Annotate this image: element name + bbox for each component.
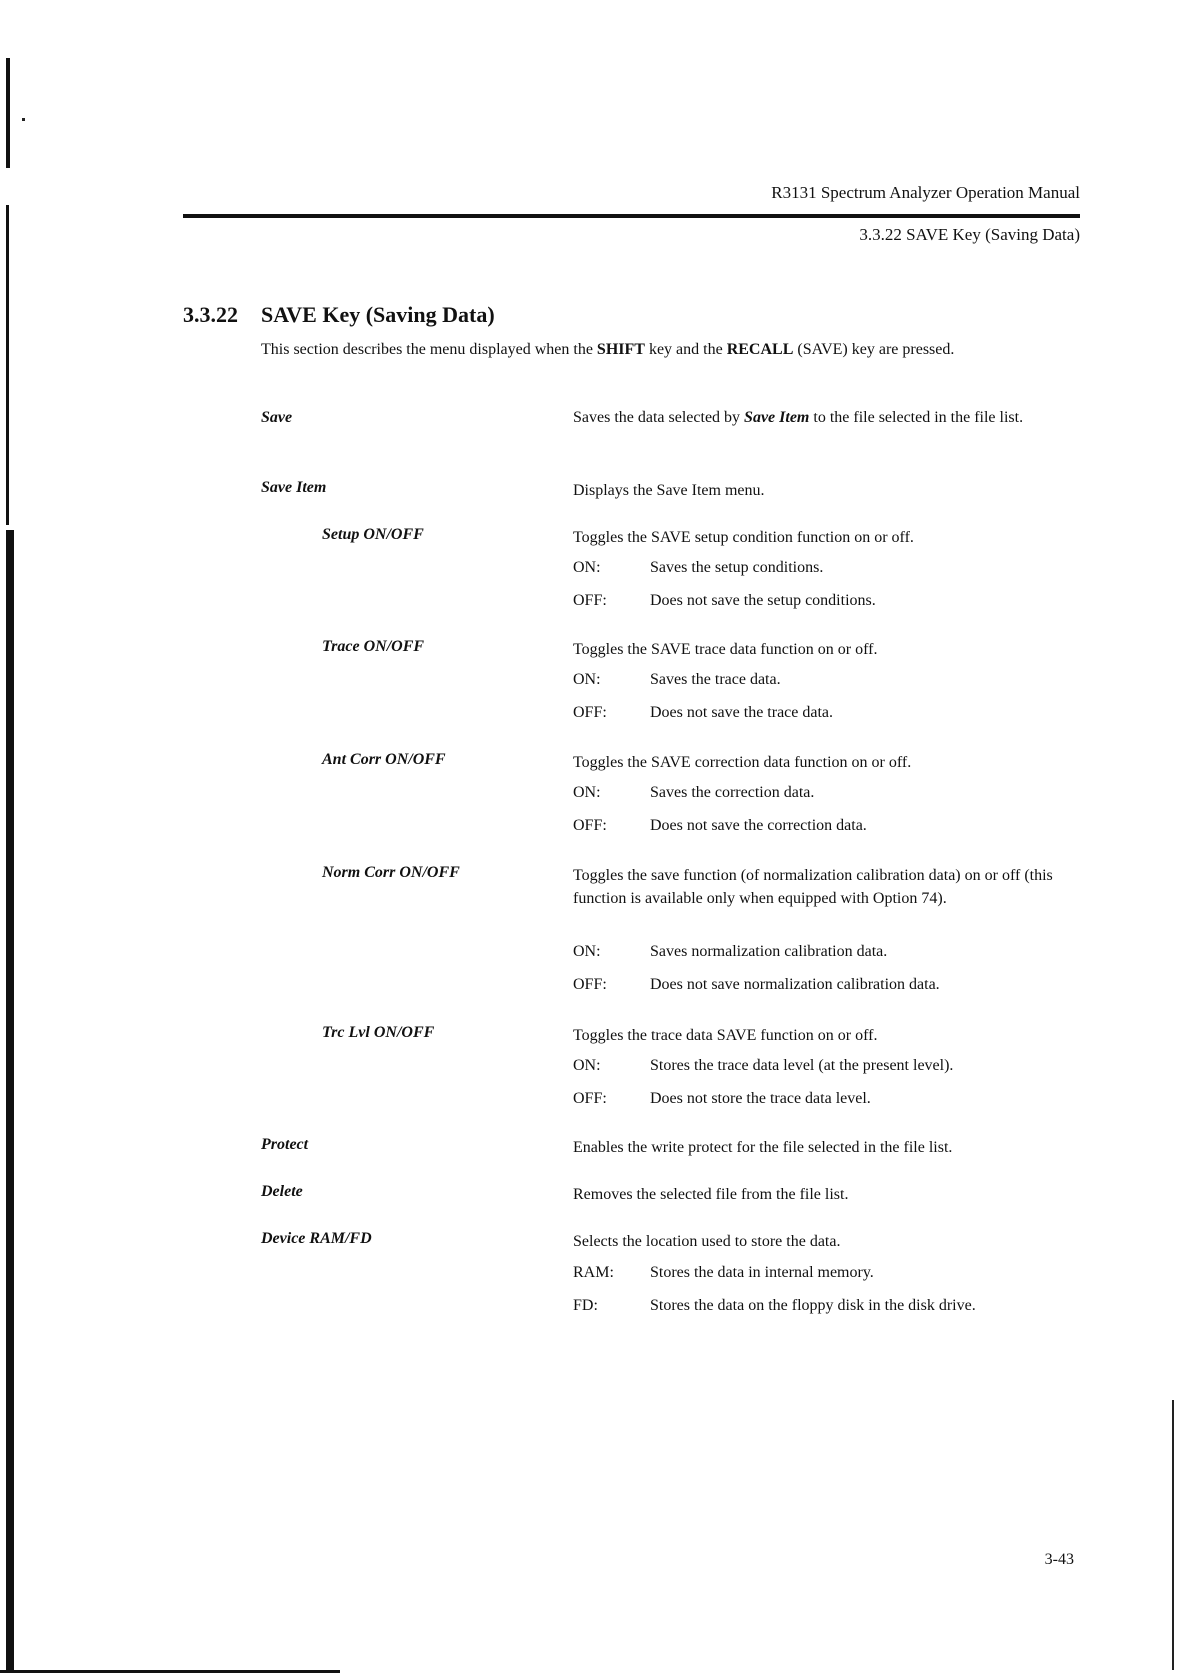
intro-text: This section describes the menu displayed when the [261, 341, 597, 358]
shift-key-name: SHIFT [596, 341, 645, 358]
scan-speck [22, 118, 25, 121]
option-text-off: Does not save normalization calibration data. [650, 976, 940, 993]
option-key-on: ON: [573, 943, 601, 960]
entry-desc-setup: Toggles the SAVE setup condition function on or off. [573, 529, 914, 546]
option-key-on: ON: [573, 559, 601, 576]
running-header-title: R3131 Spectrum Analyzer Operation Manual [771, 183, 1080, 202]
entry-desc-delete: Removes the selected file from the file list. [573, 1186, 849, 1203]
option-key-ram: RAM: [573, 1264, 614, 1281]
header-rule [183, 214, 1080, 218]
option-key-off: OFF: [573, 1090, 607, 1107]
section-heading [183, 302, 495, 328]
entry-label-ant-corr: Ant Corr ON/OFF [322, 751, 446, 768]
option-key-off: OFF: [573, 817, 607, 834]
option-text-on: Saves the setup conditions. [650, 559, 824, 576]
scan-bottom-artifact [0, 1670, 340, 1673]
option-text-fd: Stores the data on the floppy disk in the disk drive. [650, 1297, 976, 1314]
option-text-on: Saves normalization calibration data. [650, 943, 888, 960]
option-text-off: Does not store the trace data level. [650, 1090, 871, 1107]
page-number: 3-43 [1044, 1551, 1074, 1568]
scan-edge-artifact [6, 530, 14, 1670]
entry-desc-trace: Toggles the SAVE trace data function on or off. [573, 641, 878, 658]
scan-edge-artifact [6, 205, 9, 525]
option-text-on: Stores the trace data level (at the present level). [650, 1057, 954, 1074]
save-item-reference: Save Item [744, 409, 810, 426]
entry-label-delete: Delete [261, 1183, 303, 1200]
option-text-on: Saves the trace data. [650, 671, 781, 688]
scan-edge-artifact [6, 58, 10, 168]
intro-text: (SAVE) key are pressed. [793, 341, 955, 358]
option-key-off: OFF: [573, 704, 607, 721]
option-key-on: ON: [573, 671, 601, 688]
option-text-off: Does not save the trace data. [650, 704, 834, 721]
recall-key-name: RECALL [726, 341, 794, 358]
option-key-fd: FD: [573, 1297, 598, 1314]
entry-label-device: Device RAM/FD [261, 1230, 372, 1247]
section-title: SAVE Key (Saving Data) [261, 302, 495, 327]
entry-desc-trc-lvl: Toggles the trace data SAVE function on or off. [573, 1027, 878, 1044]
section-number: 3.3.22 [183, 302, 238, 327]
entry-desc-norm-corr: Toggles the save function (of normalization calibration data) on or off (this function is available only when equipped with Option 74). [573, 867, 1053, 907]
entry-desc-save [573, 406, 1080, 429]
option-key-off: OFF: [573, 592, 607, 609]
entry-desc-save-item: Displays the Save Item menu. [573, 482, 765, 499]
option-text-off: Does not save the correction data. [650, 817, 867, 834]
entry-label-setup: Setup ON/OFF [322, 526, 424, 543]
scan-edge-artifact [1172, 1400, 1174, 1670]
desc-text: to the file selected in the file list. [809, 409, 1024, 426]
option-text-on: Saves the correction data. [650, 784, 815, 801]
intro-text: key and the [644, 341, 727, 358]
option-key-off: OFF: [573, 976, 607, 993]
entry-label-protect: Protect [261, 1136, 309, 1153]
option-text-ram: Stores the data in internal memory. [650, 1264, 874, 1281]
entry-desc-device: Selects the location used to store the data. [573, 1233, 841, 1250]
entry-label-trace: Trace ON/OFF [322, 638, 425, 655]
running-header-section: 3.3.22 SAVE Key (Saving Data) [859, 225, 1080, 244]
entry-label-norm-corr: Norm Corr ON/OFF [322, 864, 460, 881]
option-key-on: ON: [573, 784, 601, 801]
desc-text: Saves the data selected by [573, 409, 745, 426]
entry-label-trc-lvl: Trc Lvl ON/OFF [322, 1024, 435, 1041]
option-text-off: Does not save the setup conditions. [650, 592, 876, 609]
entry-label-save-item: Save Item [261, 479, 327, 496]
entry-desc-protect: Enables the write protect for the file selected in the file list. [573, 1139, 953, 1156]
entry-label-save: Save [261, 409, 293, 426]
option-key-on: ON: [573, 1057, 601, 1074]
section-intro [261, 338, 1080, 361]
entry-desc-ant-corr: Toggles the SAVE correction data function on or off. [573, 754, 912, 771]
